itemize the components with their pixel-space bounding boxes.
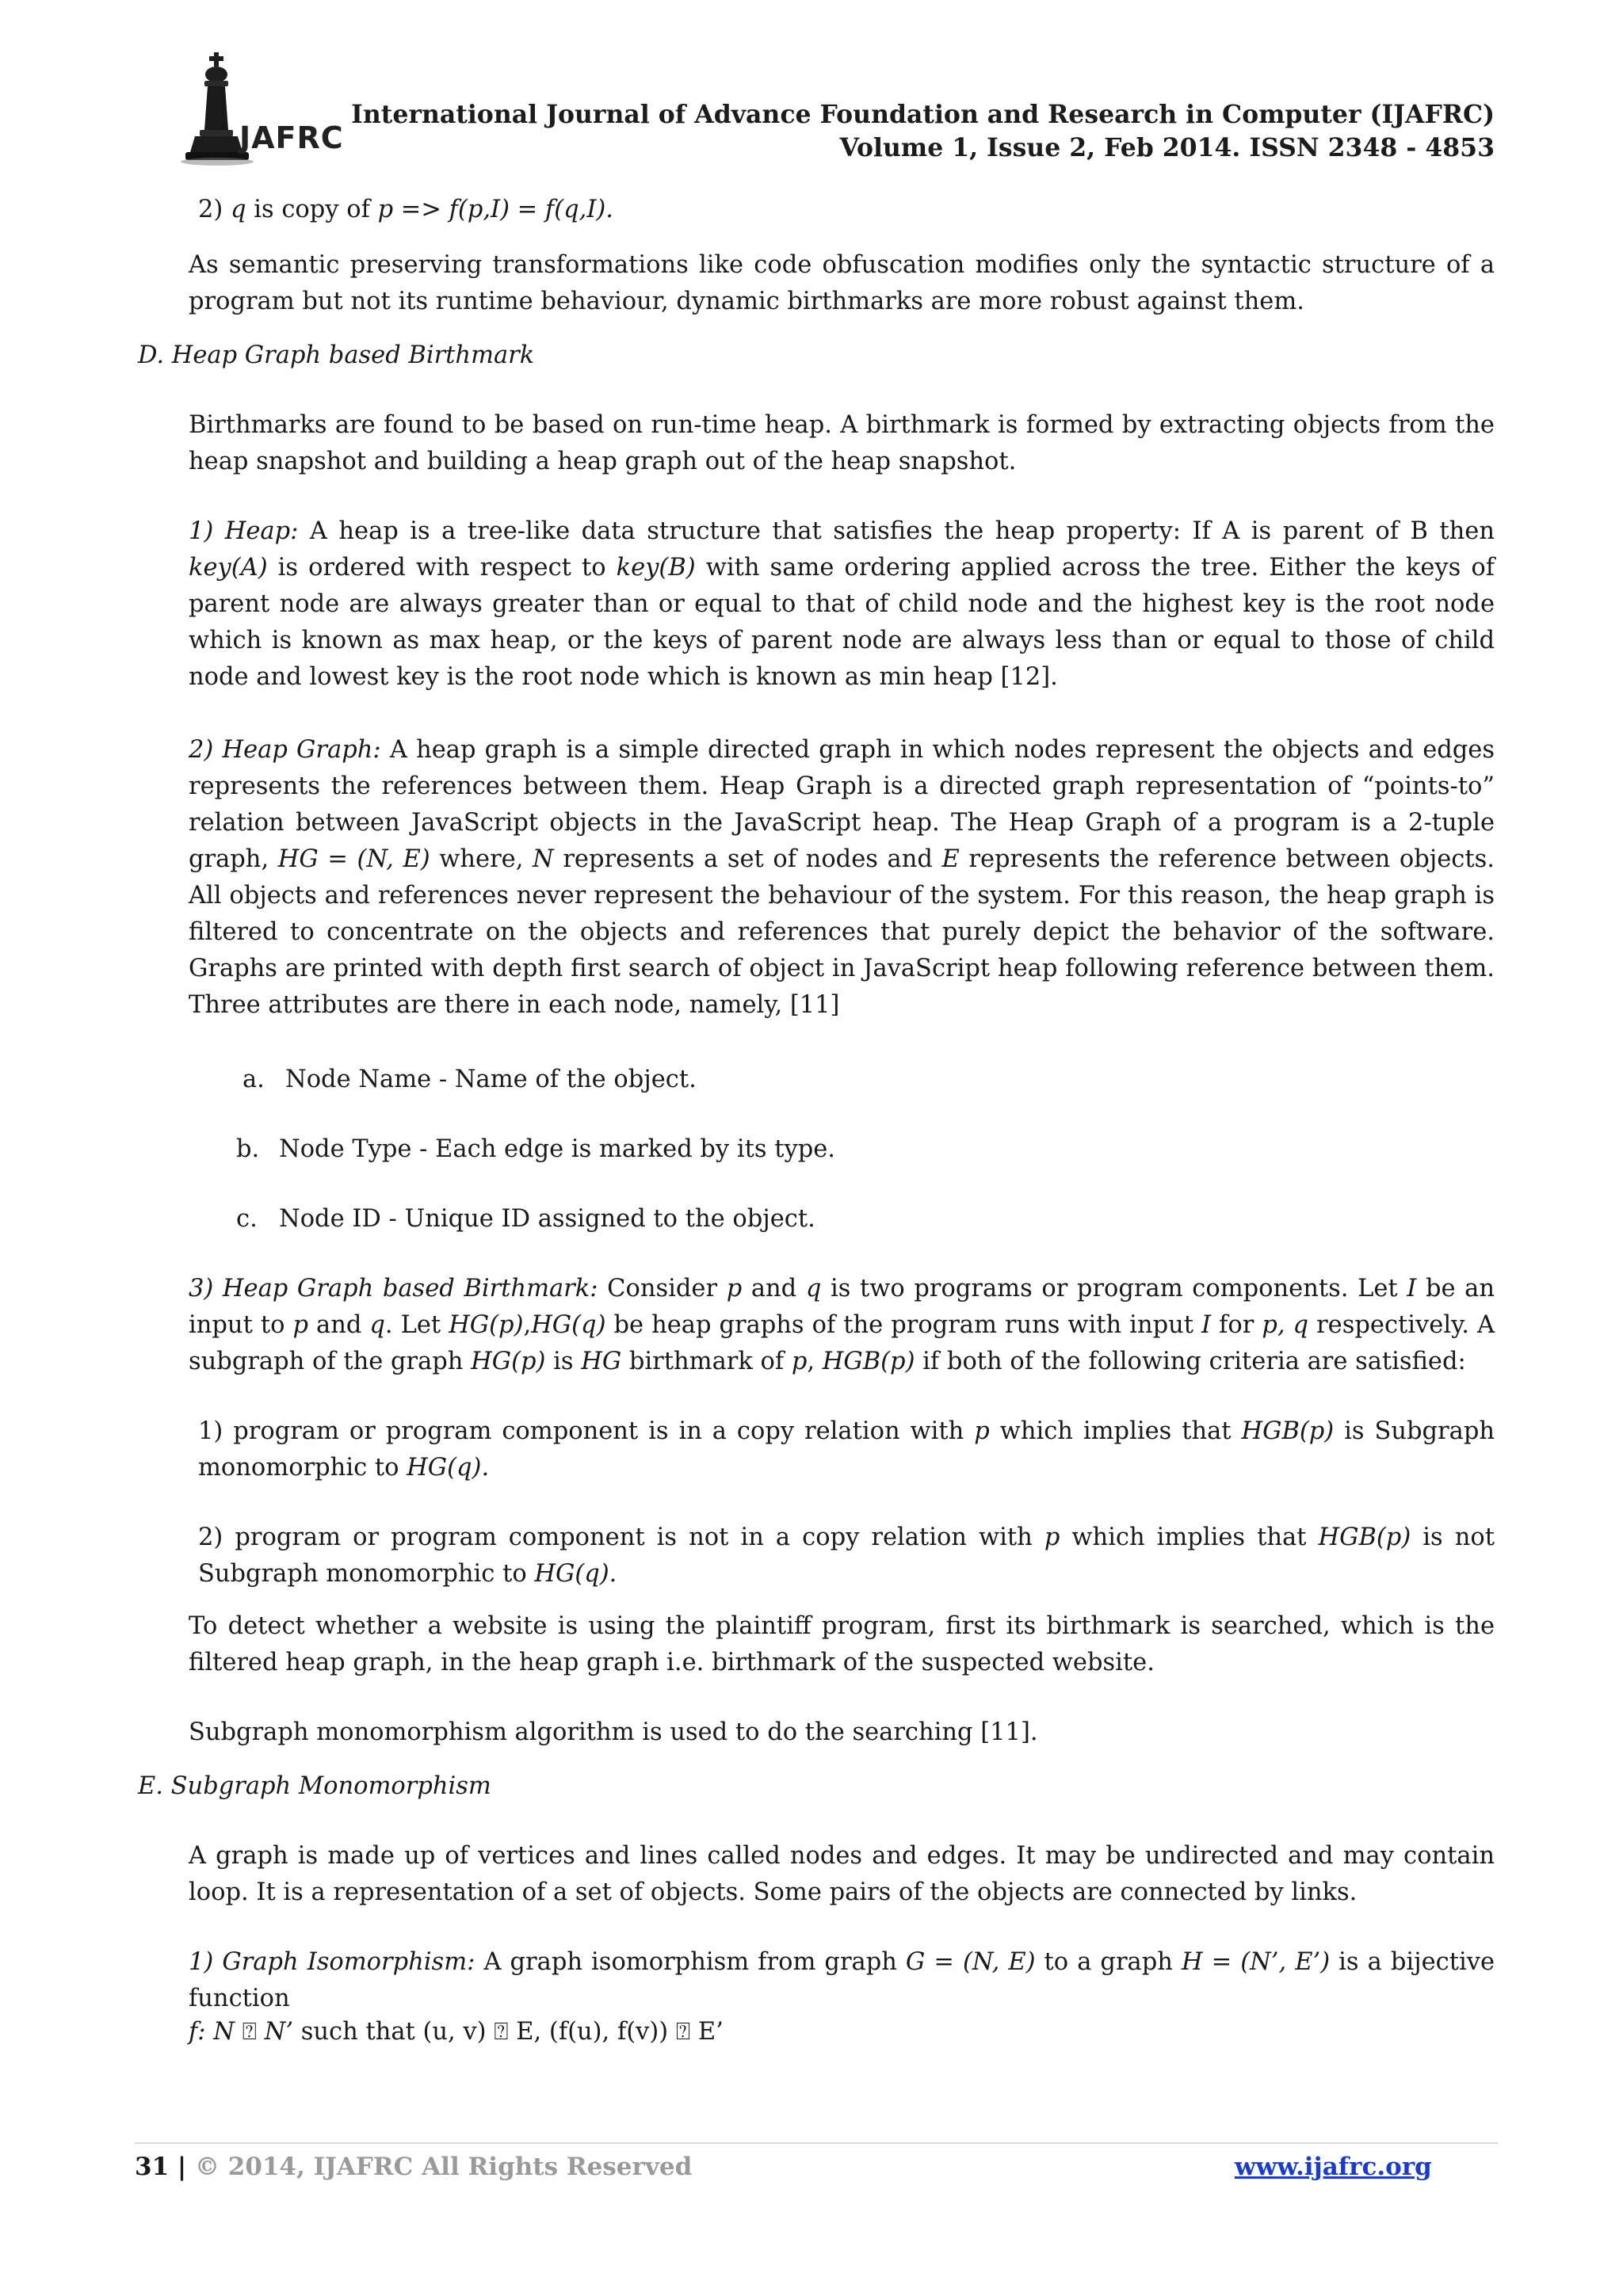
journal-header — [351, 98, 1495, 165]
attribute-item-c: c. Node ID - Unique ID assigned to the object. — [236, 1205, 815, 1233]
formula-line: f: N ⍰ N’ such that (u, v) ⍰ E, (f(u), f(v)) ⍰ E’ — [189, 2018, 724, 2046]
copyright-text: © 2014, IJAFRC All Rights Reserved — [195, 2153, 693, 2181]
paragraph-heap: 1) Heap: A heap is a tree-like data structure that satisfies the heap property: If A is parent of B then key(A) is ordered with respect to key(B) with same ordering applied across the tree. Either the keys of parent node are always greater than or equal to that of child node and the highest key is the root node which is known as max heap, or the keys of parent node are always less than or equal to those of child node and lowest key is the root node which is known as min heap [12]. — [189, 517, 1495, 691]
paragraph-subgraph-algorithm: Subgraph monomorphism algorithm is used to do the searching [11]. — [189, 1718, 1038, 1746]
journal-title: International Journal of Advance Foundation and Research in Computer (IJAFRC) — [351, 100, 1495, 129]
paragraph-detect: To detect whether a website is using the plaintiff program, first its birthmark is searched, which is the filtered heap graph, in the heap graph i.e. birthmark of the suspected website. — [189, 1612, 1495, 1676]
logo-text: JAFRC — [239, 120, 344, 155]
section-heading-d: D. Heap Graph based Birthmark — [138, 341, 535, 369]
section-heading-e: E. Subgraph Monomorphism — [138, 1772, 491, 1800]
footer-divider — [135, 2142, 1498, 2144]
page-number: 31 — [135, 2153, 170, 2181]
paragraph-graph: A graph is made up of vertices and lines called nodes and edges. It may be undirected and may contain loop. It is a representation of a set of objects. Some pairs of the objects are connected by links. — [189, 1842, 1495, 1906]
paragraph-graph-isomorphism: 1) Graph Isomorphism: A graph isomorphism from graph G = (N, E) to a graph H = (N’, E’) is a bijective function — [189, 1948, 1495, 2012]
attribute-item-b: b. Node Type - Each edge is marked by its type. — [236, 1135, 835, 1163]
jafrc-logo — [176, 51, 366, 170]
paragraph-hgb: 3) Heap Graph based Birthmark: Consider p and q is two programs or program components. Let I be an input to p and q. Let HG(p),HG(q) be heap graphs of the program runs with input I for p, q respectively. A subgraph of the graph HG(p) is HG birthmark of p, HGB(p) if both of the following criteria are satisfied: — [189, 1275, 1495, 1375]
paragraph-semantic: As semantic preserving transformations like code obfuscation modifies only the syntactic structure of a program but not its runtime behaviour, dynamic birthmarks are more robust against them. — [189, 251, 1495, 315]
website-link[interactable]: www.ijafrc.org — [1235, 2153, 1432, 2181]
paragraph-heap-intro: Birthmarks are found to be based on run-time heap. A birthmark is formed by extracting objects from the heap snapshot and building a heap graph out of the heap snapshot. — [189, 411, 1495, 475]
footer-copyright: 31 | © 2014, IJAFRC All Rights Reserved — [135, 2153, 693, 2181]
continued-list-item: 2) q is copy of p => f(p,I) = f(q,I). — [198, 196, 613, 223]
criteria-item-1: 1) program or program component is in a copy relation with p which implies that HGB(p) is Subgraph monomorphic to HG(q). — [198, 1417, 1495, 1482]
criteria-item-2: 2) program or program component is not in a copy relation with p which implies that HGB(p) is not Subgraph monomorphic to HG(q). — [198, 1524, 1495, 1588]
paragraph-heap-graph: 2) Heap Graph: A heap graph is a simple directed graph in which nodes represent the objects and edges represents the references between them. Heap Graph is a directed graph representation of “points-to” relation between JavaScript objects in the JavaScript heap. The Heap Graph of a program is a 2-tuple graph, HG = (N, E) where, N represents a set of nodes and E represents the reference between objects. All objects and references never represent the behaviour of the system. For this reason, the heap graph is filtered to concentrate on the objects and references that purely depict the behavior of the software. Graphs are printed with depth first search of object in JavaScript heap following reference between them. Three attributes are there in each node, namely, [11] — [189, 736, 1495, 1019]
journal-volume: Volume 1, Issue 2, Feb 2014. ISSN 2348 - 4853 — [839, 133, 1495, 162]
attribute-item-a: a. Node Name - Name of the object. — [242, 1066, 697, 1093]
